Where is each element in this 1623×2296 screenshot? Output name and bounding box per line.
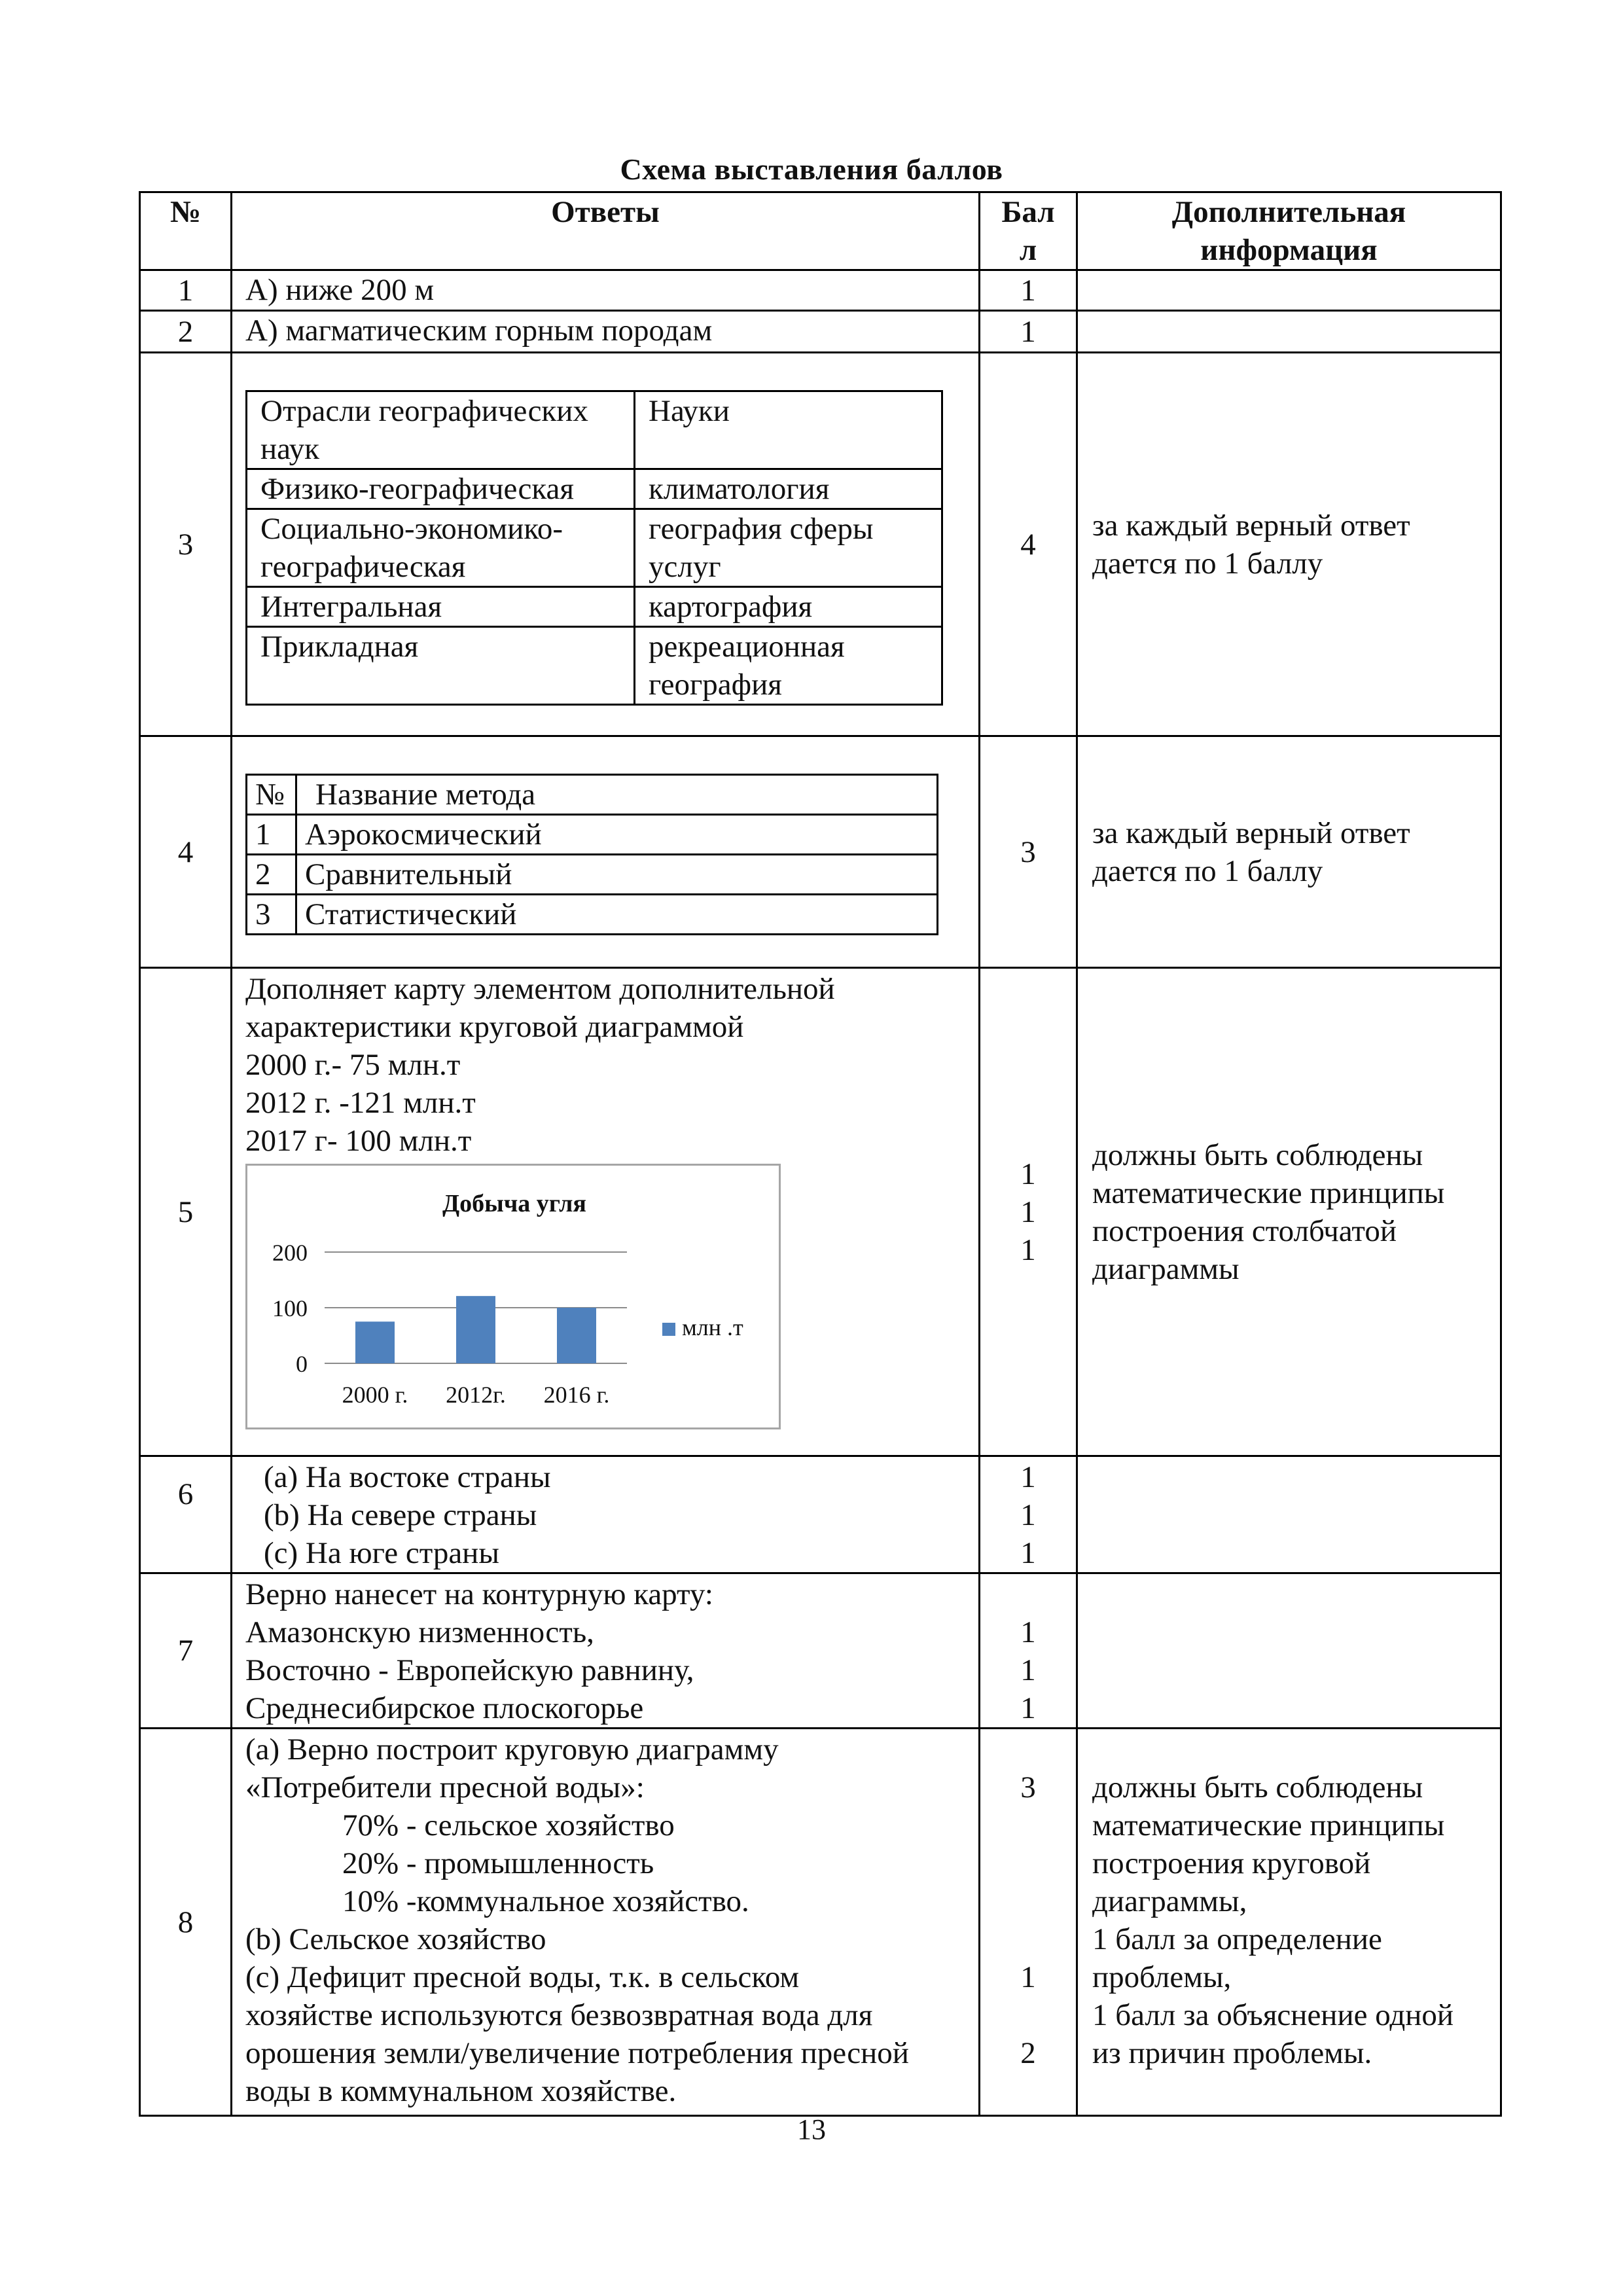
branches-table-row bbox=[247, 509, 942, 587]
methods-table-row bbox=[247, 855, 938, 895]
row-answer: (a) На востоке страны (b) На севере страны (c) На юге страны bbox=[232, 1456, 980, 1573]
bar bbox=[557, 1308, 596, 1363]
science-cell: Науки bbox=[635, 391, 942, 469]
row-points: 3 bbox=[980, 736, 1077, 968]
y-tick-label: 0 bbox=[296, 1351, 308, 1377]
table-row bbox=[140, 311, 1501, 353]
bar bbox=[456, 1296, 495, 1363]
method-name: Статистический bbox=[296, 895, 938, 935]
row-info bbox=[1077, 1573, 1501, 1729]
method-num-header: № bbox=[247, 775, 296, 815]
methods-table bbox=[245, 774, 938, 935]
row-number: 4 bbox=[140, 736, 232, 968]
row-answer: А) магматическим горным породам bbox=[232, 311, 980, 353]
row-info: должны быть соблюдены математические принципы построения столбчатой диаграммы bbox=[1077, 968, 1501, 1456]
branches-table-row bbox=[247, 469, 942, 509]
row-answer: (a) Верно построит круговую диаграмму «Потребители пресной воды»: 70% - сельское хозяйство 20% - промышленность 10% -коммунальное хозяйство. (b) Сельское хозяйство (c) Дефицит пресной воды, т.к. в сельском хозяйстве используются безвозвратная вода для орошения земли/увеличение потребления пресной воды в коммунальном хозяйстве. bbox=[232, 1729, 980, 2116]
table-row bbox=[140, 270, 1501, 311]
row-info bbox=[1077, 311, 1501, 353]
page-number: 13 bbox=[797, 2113, 826, 2145]
row-number: 2 bbox=[140, 311, 232, 353]
method-name-header: Название метода bbox=[296, 775, 938, 815]
y-tick-label: 200 bbox=[272, 1240, 308, 1266]
methods-table-row bbox=[247, 895, 938, 935]
methods-table-header bbox=[247, 775, 938, 815]
row-points: 4 bbox=[980, 353, 1077, 736]
row-info bbox=[1077, 1456, 1501, 1573]
row-number: 7 bbox=[140, 1573, 232, 1729]
branch-cell: Прикладная bbox=[247, 627, 635, 705]
row-number: 6 bbox=[140, 1456, 232, 1573]
branches-table-row bbox=[247, 391, 942, 469]
table-row bbox=[140, 1456, 1501, 1573]
row-info: за каждый верный ответ дается по 1 баллу bbox=[1077, 353, 1501, 736]
y-tick-label: 100 bbox=[272, 1295, 308, 1321]
header-answers: Ответы bbox=[232, 192, 980, 270]
row-answer bbox=[232, 736, 980, 968]
science-cell: география сферы услуг bbox=[635, 509, 942, 587]
table-row bbox=[140, 353, 1501, 736]
science-cell: рекреационная география bbox=[635, 627, 942, 705]
branches-table-row bbox=[247, 627, 942, 705]
method-num: 1 bbox=[247, 815, 296, 855]
table-row bbox=[140, 968, 1501, 1456]
branches-table-row bbox=[247, 587, 942, 627]
x-tick-label: 2012г. bbox=[446, 1382, 506, 1408]
row-info: за каждый верный ответ дается по 1 баллу bbox=[1077, 736, 1501, 968]
coal-chart-svg bbox=[247, 1166, 779, 1427]
row-points: 1 1 1 bbox=[980, 1456, 1077, 1573]
row-points: 3 1 2 bbox=[980, 1729, 1077, 2116]
legend-label: млн .т bbox=[682, 1314, 743, 1340]
method-name: Аэрокосмический bbox=[296, 815, 938, 855]
science-cell: картография bbox=[635, 587, 942, 627]
row-answer: Верно нанесет на контурную карту: Амазонскую низменность, Восточно - Европейскую равнину, Среднесибирское плоскогорье bbox=[232, 1573, 980, 1729]
header-info: Дополнительная информация bbox=[1077, 192, 1501, 270]
method-num: 3 bbox=[247, 895, 296, 935]
table-row bbox=[140, 736, 1501, 968]
branches-table bbox=[245, 390, 943, 706]
x-tick-label: 2000 г. bbox=[342, 1382, 408, 1408]
x-tick-label: 2016 г. bbox=[543, 1382, 610, 1408]
method-num: 2 bbox=[247, 855, 296, 895]
row-answer: А) ниже 200 м bbox=[232, 270, 980, 311]
row-answer bbox=[232, 353, 980, 736]
branch-cell: Отрасли географических наук bbox=[247, 391, 635, 469]
row-number: 8 bbox=[140, 1729, 232, 2116]
row-points: 1 bbox=[980, 311, 1077, 353]
table-row bbox=[140, 1573, 1501, 1729]
row-info: должны быть соблюдены математические принципы построения круговой диаграммы, 1 балл за определение проблемы, 1 балл за объяснение одной из причин проблемы. bbox=[1077, 1729, 1501, 2116]
page-title: Схема выставления баллов bbox=[620, 152, 1003, 186]
method-name: Сравнительный bbox=[296, 855, 938, 895]
row-info bbox=[1077, 270, 1501, 311]
branch-cell: Физико-географическая bbox=[247, 469, 635, 509]
methods-table-row bbox=[247, 815, 938, 855]
table-row bbox=[140, 1729, 1501, 2116]
science-cell: климатология bbox=[635, 469, 942, 509]
legend-swatch bbox=[662, 1323, 675, 1336]
branch-cell: Социально-экономико- географическая bbox=[247, 509, 635, 587]
scoring-table bbox=[139, 191, 1502, 2117]
header-num: № bbox=[140, 192, 232, 270]
row-points: 1 1 1 bbox=[980, 1573, 1077, 1729]
chart-title: Добыча угля bbox=[442, 1190, 586, 1217]
row-points: 1 bbox=[980, 270, 1077, 311]
row-number: 1 bbox=[140, 270, 232, 311]
coal-chart bbox=[245, 1164, 781, 1429]
bar bbox=[355, 1321, 395, 1363]
table-header-row bbox=[140, 192, 1501, 270]
row-number: 5 bbox=[140, 968, 232, 1456]
header-points: Бал л bbox=[980, 192, 1077, 270]
row-points: 1 1 1 bbox=[980, 968, 1077, 1456]
row-answer: Дополняет карту элементом дополнительной характеристики круговой диаграммой 2000 г.- 75 млн.т 2012 г. -121 млн.т 2017 г- 100 млн.т Добыча угля 0 100 200 2000 г. 2012г. 2016 г. млн .т bbox=[232, 968, 980, 1456]
row-number: 3 bbox=[140, 353, 232, 736]
branch-cell: Интегральная bbox=[247, 587, 635, 627]
